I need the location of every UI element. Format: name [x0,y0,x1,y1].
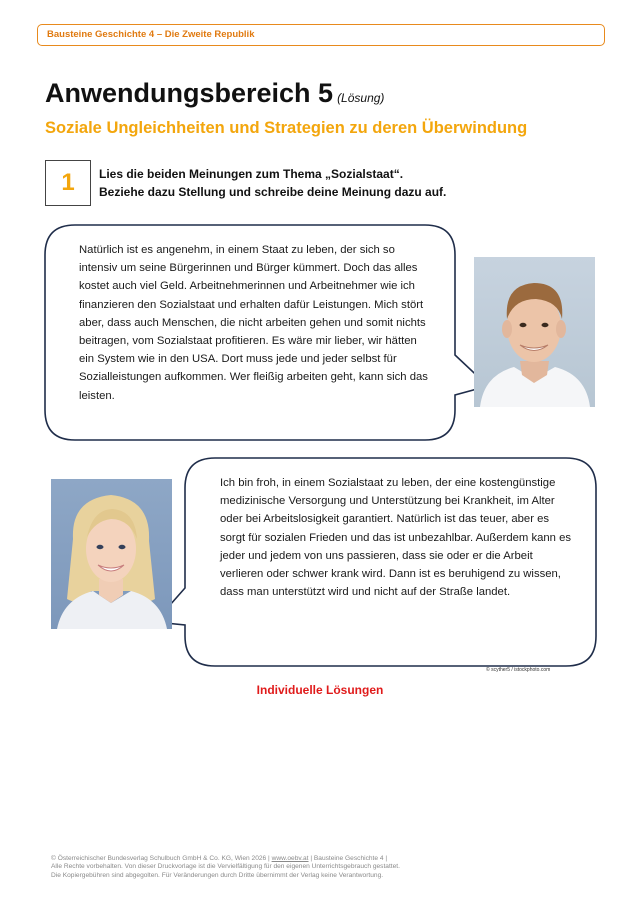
photo-credit: © scyther5 / istockphoto.com [486,667,551,673]
footer-copyright: © Österreichischer Bundesverlag Schulbuch GmbH & Co. KG, Wien 2026 | [51,855,272,862]
series-label: Bausteine Geschichte 4 – Die Zweite Republik [47,29,255,40]
task-number: 1 [61,169,75,196]
footer-line-3: Die Kopiergebühren sind abgegolten. Für Veränderungen durch Dritte übernimmt der Verlag keine Verantwortung. [51,871,384,879]
footer [51,855,591,880]
footer-line-2: Alle Rechte vorbehalten. Von dieser Druckvorlage ist die Vervielfältigung für den eigenen Unterrichtsgebrauch gestattet. [51,863,400,871]
task-line-1: Lies die beiden Meinungen zum Thema „Sozialstaat“. [99,167,404,181]
solution-note: Individuelle Lösungen [256,683,384,697]
portrait-woman [51,479,172,629]
solution-tag: (Lösung) [337,91,385,105]
page-title-main: Anwendungsbereich 5 [45,78,334,108]
footer-line-1 [51,855,591,863]
portrait-man [474,257,595,407]
publisher-link[interactable]: www.oebv.at [271,855,309,862]
opinion-text-woman: Ich bin froh, in einem Sozialstaat zu leben, der eine kostengünstige medizinische Versorgung und Unterstützung bei Krankheit, im Alter oder bei Arbeitslosigkeit garantiert. Natürlich ist das teuer, aber es sorgt für sozialen Frieden und das ist unbezahlbar. Außerdem kann es jeder und jedem von uns passieren, dass sie oder er die Arbeit verlieren oder schwer krank wird. Dann ist es beruhigend zu wissen, dass man unterstützt wird und nicht auf der Straße landet. [220,477,572,599]
opinion-text-man: Natürlich ist es angenehm, in einem Staat zu leben, der sich so intensiv um seine Bürgerinnen und Bürger kümmert. Doch das alles kostet auch viel Geld. Arbeitnehmerinnen und Arbeitnehmer wie ich finanzieren den Sozialstaat und erhalten dafür Leistungen. Mich stört aber, dass auch Menschen, die nicht arbeiten gehen und somit nichts beitragen, vom Sozialstaat profitieren. Es wäre mir lieber, wir hätten ein System wie in den USA. Dort muss jede und jeder selbst für Sozialleistungen aufkommen. Wer fleißig arbeiten geht, kann sich das leisten. [79,244,428,402]
footer-series: | Bausteine Geschichte 4 | [308,855,388,862]
page-subtitle: Soziale Ungleichheiten und Strategien zu deren Überwindung [45,119,528,137]
task-line-2: Beziehe dazu Stellung und schreibe deine Meinung dazu auf. [99,185,447,199]
